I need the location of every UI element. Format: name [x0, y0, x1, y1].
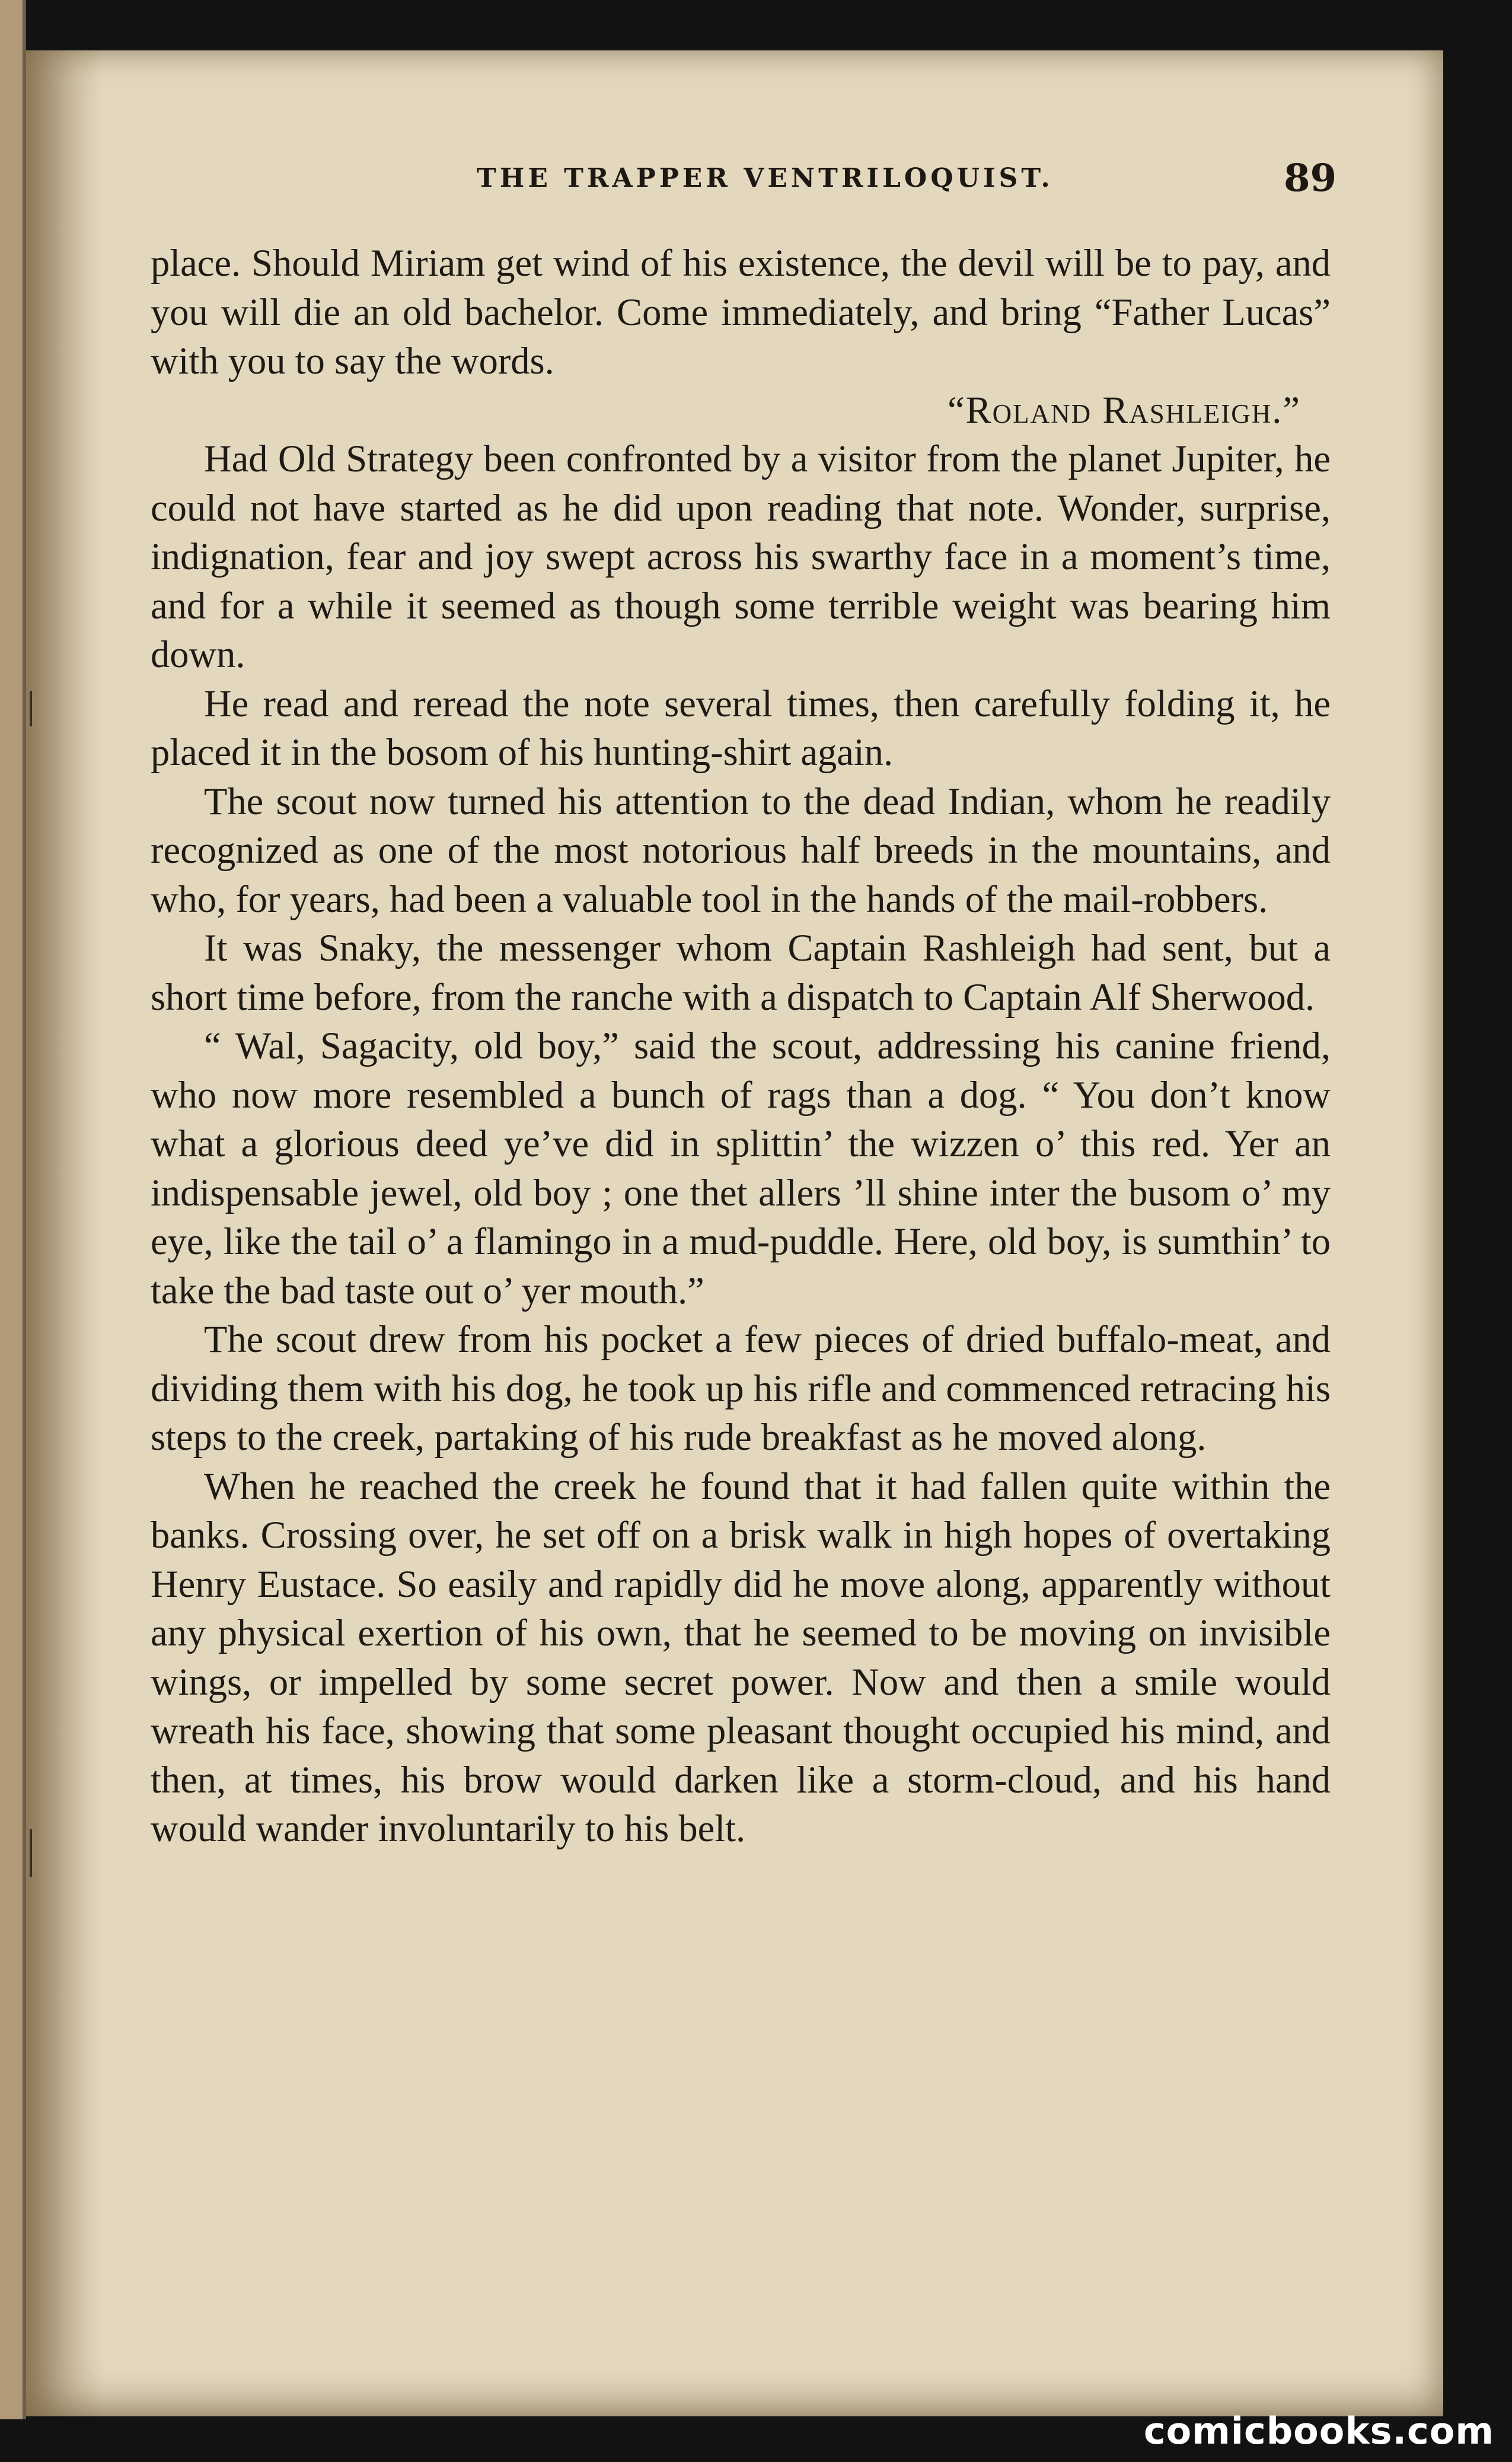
- paragraph: place. Should Miriam get wind of his existence, the devil will be to pay, and you will die an old bachelor. Come immediately, and bring “Father Lucas” with you to say the words.: [151, 242, 1331, 382]
- body-text: [151, 239, 1331, 1854]
- paragraph: He read and reread the note several times, then carefully folding it, he placed it in the bosom of his hunting-shirt again.: [151, 682, 1331, 773]
- previous-page-edge: [0, 0, 26, 2419]
- paragraph: “ Wal, Sagacity, old boy,” said the scout, addressing his canine friend, who now more resembled a bunch of rags than a dog. “ You don’t know what a glorious deed ye’ve did in splittin’ the wizzen o’ this red. Yer an indispensable jewel, old boy ; one thet allers ’ll shine inter the busom o’ my eye, like the tail o’ a flamingo in a mud-puddle. Here, old boy, is sumthin’ to take the bad taste out o’ yer mouth.”: [151, 1025, 1331, 1312]
- gutter-shadow: [26, 50, 103, 2416]
- paragraph: The scout now turned his attention to the dead Indian, whom he readily recognized as one of the most notorious half breeds in the mountains, and who, for years, had been a valuable tool in the hands of the mail-robbers.: [151, 780, 1331, 920]
- paragraph: When he reached the creek he found that it had fallen quite within the banks. Crossing over, he set off on a brisk walk in high hopes of overtaking Henry Eustace. So easily and rapidly did he move along, apparently without any physical exertion of his own, that he seemed to be moving on invisible wings, or impelled by some secret power. Now and then a smile would wreath his face, showing that some pleasant thought occupied his mind, and then, at times, his brow would darken like a storm-cloud, and his hand would wander involuntarily to his belt.: [151, 1465, 1331, 1849]
- page-number: 89: [1283, 156, 1336, 200]
- paragraph: It was Snaky, the messenger whom Captain Rashleigh had sent, but a short time before, from the ranche with a dispatch to Captain Alf Sherwood.: [151, 927, 1331, 1018]
- running-head: THE TRAPPER VENTRILOQUIST.: [477, 163, 1054, 193]
- paragraph: The scout drew from his pocket a few pieces of dried buffalo-meat, and dividing them with his dog, he took up his rifle and commenced retracing his steps to the creek, partaking of his rude breakfast as he moved along.: [151, 1318, 1331, 1458]
- book-page: [26, 50, 1443, 2416]
- letter-signature: “Roland Rashleigh.”: [947, 388, 1301, 431]
- paragraph: Had Old Strategy been confronted by a visitor from the planet Jupiter, he could not have started as he did upon reading that note. Wonder, surprise, indignation, fear and joy swept across his swarthy face in a moment’s time, and for a while it seemed as though some terrible weight was bearing him down.: [151, 438, 1331, 675]
- page-header: [180, 156, 1336, 211]
- site-watermark: comicbooks.com: [1143, 2409, 1494, 2453]
